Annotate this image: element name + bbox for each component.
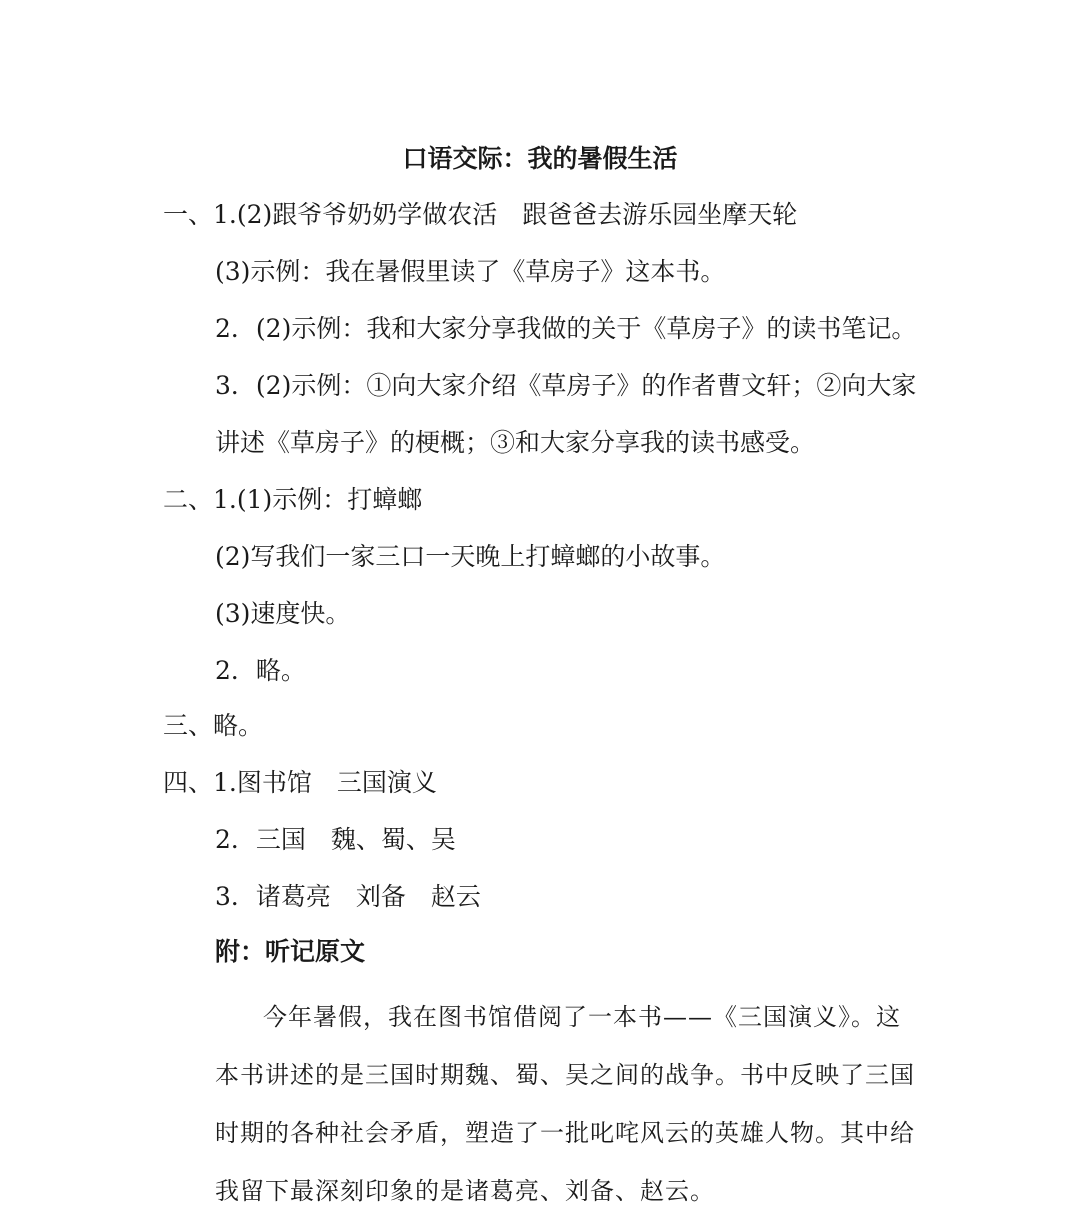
answer-1-line-2: (3)示例：我在暑假里读了《草房子》这本书。 (215, 257, 726, 286)
answer-1-line-3: 2．(2)示例：我和大家分享我做的关于《草房子》的读书笔记。 (215, 314, 917, 343)
answer-4-line-3: 3．诸葛亮 刘备 赵云 (215, 882, 481, 911)
answer-4-line-1: 四、1.图书馆 三国演义 (163, 768, 437, 797)
answer-2-line-4: 2．略。 (215, 656, 306, 685)
answer-1-line-1: 一、1.(2)跟爷爷奶奶学做农活 跟爸爸去游乐园坐摩天轮 (163, 200, 798, 229)
answer-3-line-1: 三、略。 (163, 711, 264, 740)
answer-2-line-1: 二、1.(1)示例：打蟑螂 (163, 485, 423, 514)
appendix-heading: 附：听记原文 (215, 937, 366, 966)
answer-1-line-4: 3．(2)示例：①向大家介绍《草房子》的作者曹文轩；②向大家 (215, 371, 917, 400)
answer-2-line-3: (3)速度快。 (215, 599, 351, 628)
answer-4-line-2: 2．三国 魏、蜀、吴 (215, 825, 456, 854)
answer-1-line-5: 讲述《草房子》的梗概；③和大家分享我的读书感受。 (215, 428, 816, 457)
appendix-passage: 今年暑假，我在图书馆借阅了一本书——《三国演义》。这本书讲述的是三国时期魏、蜀、吴之间的战争。书中反映了三国时期的各种社会矛盾，塑造了一批叱咤风云的英雄人物。其中给我留下最深刻印象的是诸葛亮、刘备、赵云。 (215, 1003, 915, 1205)
answer-2-line-2: (2)写我们一家三口一天晚上打蟑螂的小故事。 (215, 542, 726, 571)
page-title: 口语交际：我的暑假生活 (402, 144, 678, 173)
